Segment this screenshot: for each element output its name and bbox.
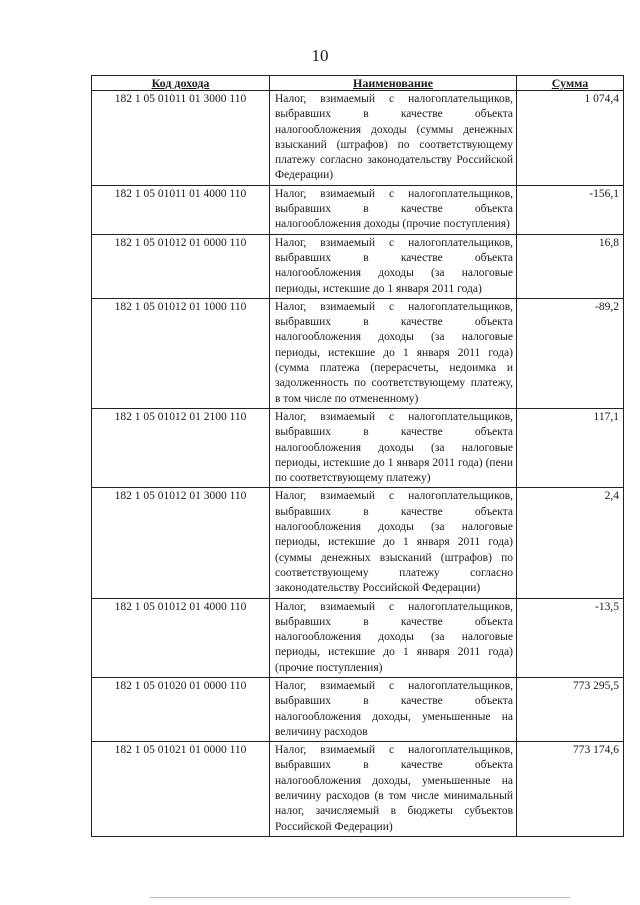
income-sum: -13,5 — [517, 598, 624, 677]
table-row — [92, 742, 624, 837]
income-code: 182 1 05 01012 01 0000 110 — [92, 234, 270, 298]
income-name: Налог, взимаемый с налогоплательщиков, выбравших в качестве объекта налогообложения доходы (за налоговые периоды, истекшие до 1 января 2011 года) (суммы денежных взысканий (штрафов) по соответствующему платежу согласно законодательству Российской Федерации) — [270, 488, 517, 598]
header-name: Наименование — [270, 76, 517, 91]
page-bottom-divider — [150, 897, 570, 898]
income-sum: 16,8 — [517, 234, 624, 298]
income-name: Налог, взимаемый с налогоплательщиков, выбравших в качестве объекта налогообложения доходы (прочие поступления) — [270, 185, 517, 234]
income-code: 182 1 05 01012 01 3000 110 — [92, 488, 270, 598]
page-number: 10 — [311, 46, 329, 65]
table-row — [92, 91, 624, 186]
table-header — [92, 76, 624, 91]
income-sum: 773 295,5 — [517, 677, 624, 741]
income-code: 182 1 05 01021 01 0000 110 — [92, 742, 270, 837]
table-body — [92, 91, 624, 837]
income-sum: -156,1 — [517, 185, 624, 234]
income-sum: 1 074,4 — [517, 91, 624, 186]
table-row — [92, 488, 624, 598]
income-sum: 2,4 — [517, 488, 624, 598]
income-code: 182 1 05 01012 01 1000 110 — [92, 298, 270, 408]
income-name: Налог, взимаемый с налогоплательщиков, выбравших в качестве объекта налогообложения доходы (за налоговые периоды, истекшие до 1 января 2011 года) (сумма платежа (перерасчеты, недоимка и задолженность по соответствующему платежу, в том числе по отмененному) — [270, 298, 517, 408]
income-sum: -89,2 — [517, 298, 624, 408]
table-row — [92, 298, 624, 408]
income-name: Налог, взимаемый с налогоплательщиков, выбравших в качестве объекта налогообложения доходы (суммы денежных взысканий (штрафов) по соответствующему платежу согласно законодательству Российской Федерации) — [270, 91, 517, 186]
income-sum: 773 174,6 — [517, 742, 624, 837]
income-code: 182 1 05 01011 01 4000 110 — [92, 185, 270, 234]
income-code: 182 1 05 01012 01 2100 110 — [92, 408, 270, 487]
table-row — [92, 185, 624, 234]
header-sum: Сумма — [517, 76, 624, 91]
header-row — [92, 76, 624, 91]
table-row — [92, 677, 624, 741]
income-code: 182 1 05 01012 01 4000 110 — [92, 598, 270, 677]
table-row — [92, 598, 624, 677]
table-row — [92, 408, 624, 487]
income-name: Налог, взимаемый с налогоплательщиков, выбравших в качестве объекта налогообложения доходы (за налоговые периоды, истекшие до 1 января 2011 года) (пени по соответствующему платежу) — [270, 408, 517, 487]
income-sum: 117,1 — [517, 408, 624, 487]
income-table — [91, 75, 624, 837]
header-code: Код дохода — [92, 76, 270, 91]
income-name: Налог, взимаемый с налогоплательщиков, выбравших в качестве объекта налогообложения доходы, уменьшенные на величину расходов — [270, 677, 517, 741]
table-row — [92, 234, 624, 298]
income-name: Налог, взимаемый с налогоплательщиков, выбравших в качестве объекта налогообложения доходы, уменьшенные на величину расходов (в том числе минимальный налог, зачисляемый в бюджеты субъектов Российской Федерации) — [270, 742, 517, 837]
income-name: Налог, взимаемый с налогоплательщиков, выбравших в качестве объекта налогообложения доходы (за налоговые периоды, истекшие до 1 января 2011 года) (прочие поступления) — [270, 598, 517, 677]
income-code: 182 1 05 01011 01 3000 110 — [92, 91, 270, 186]
income-code: 182 1 05 01020 01 0000 110 — [92, 677, 270, 741]
income-name: Налог, взимаемый с налогоплательщиков, выбравших в качестве объекта налогообложения доходы (за налоговые периоды, истекшие до 1 января 2011 года) — [270, 234, 517, 298]
